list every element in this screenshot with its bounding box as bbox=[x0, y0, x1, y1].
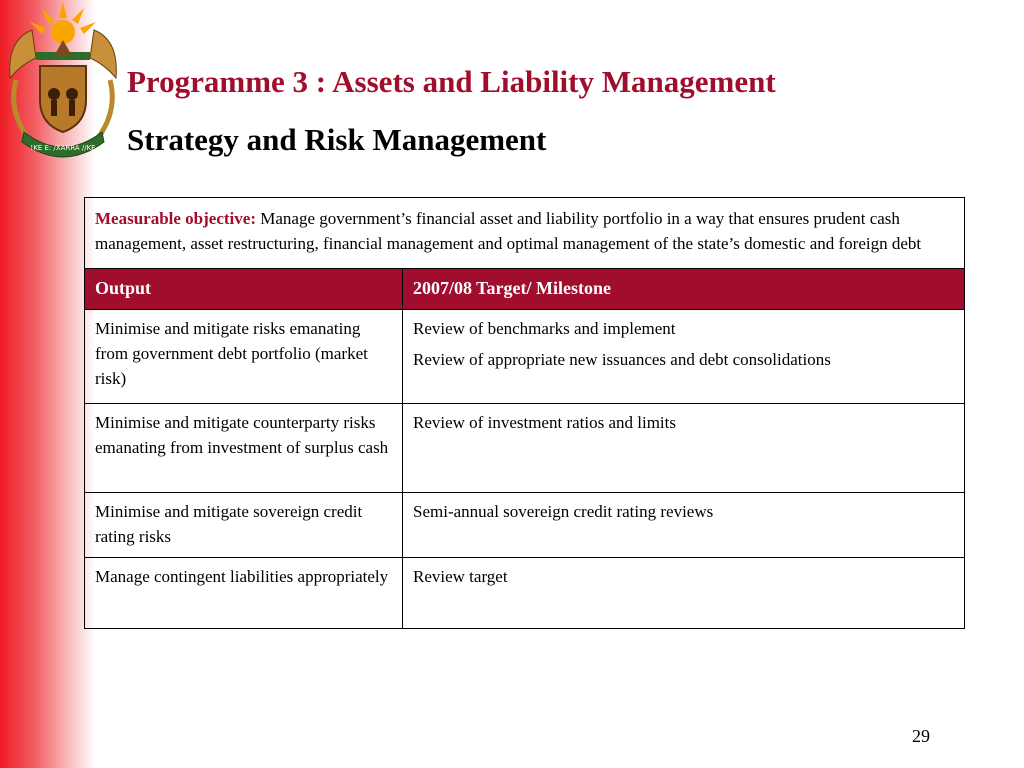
objective-cell bbox=[85, 198, 965, 269]
header-output: Output bbox=[85, 269, 403, 310]
output-cell: Minimise and mitigate counterparty risks emanating from investment of surplus cash bbox=[85, 404, 403, 493]
target-item: Review target bbox=[413, 567, 508, 586]
target-item: Semi-annual sovereign credit rating reviews bbox=[413, 502, 714, 521]
table-row bbox=[85, 310, 965, 404]
target-cell bbox=[403, 404, 965, 493]
table-header-row bbox=[85, 269, 965, 310]
slide-title: Programme 3 : Assets and Liability Management bbox=[127, 64, 776, 99]
header-target: 2007/08 Target/ Milestone bbox=[403, 269, 965, 310]
emblem-motto: !KE E: /XARRA //KE bbox=[30, 144, 96, 152]
output-cell: Minimise and mitigate risks emanating from government debt portfolio (market risk) bbox=[85, 310, 403, 404]
target-cell bbox=[403, 558, 965, 629]
sun-icon bbox=[30, 2, 96, 44]
page-number: 29 bbox=[912, 726, 930, 746]
table-row bbox=[85, 404, 965, 493]
table-row bbox=[85, 493, 965, 558]
output-cell: Manage contingent liabilities appropriately bbox=[85, 558, 403, 629]
coat-of-arms-emblem bbox=[2, 0, 124, 160]
output-cell: Minimise and mitigate sovereign credit rating risks bbox=[85, 493, 403, 558]
objective-label: Measurable objective: bbox=[95, 209, 256, 228]
objective-text: Manage government’s financial asset and liability portfolio in a way that ensures prudent cash management, asset restructuring, financial management and optimal management of the state’s domestic and foreign debt bbox=[95, 209, 922, 253]
target-item: Review of appropriate new issuances and debt consolidations bbox=[413, 350, 831, 369]
target-item: Review of benchmarks and implement bbox=[413, 319, 676, 338]
table-row bbox=[85, 558, 965, 629]
shield-icon bbox=[40, 66, 86, 132]
target-cell bbox=[403, 493, 965, 558]
objective-table bbox=[84, 197, 965, 629]
slide-subtitle: Strategy and Risk Management bbox=[127, 122, 547, 157]
objective-row bbox=[85, 198, 965, 269]
target-item: Review of investment ratios and limits bbox=[413, 413, 676, 432]
target-cell bbox=[403, 310, 965, 404]
